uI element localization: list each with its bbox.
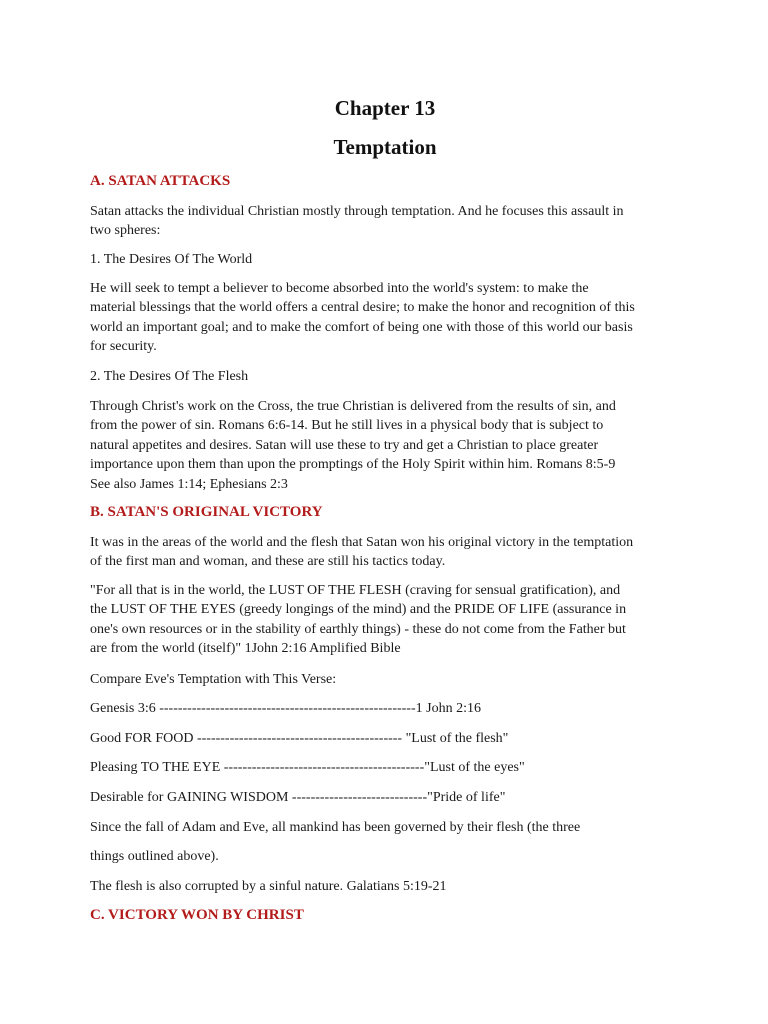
point-1-text: He will seek to tempt a believer to become absorbed into the world's system: to make the material blessings that the world offers a central desire; to make the honor and recognition of this world an important goal; and to make the comfort of being one with those of this world our basis for security.	[90, 281, 635, 355]
section-a-intro: Satan attacks the individual Christian mostly through temptation. And he focuses this assault in two spheres:	[90, 204, 624, 239]
comparison-row: Genesis 3:6 -------------------------------------------------------1 John 2:16	[90, 701, 481, 716]
section-a-heading: A. SATAN ATTACKS	[90, 173, 231, 189]
point-1-title: 1. The Desires Of The World	[90, 252, 253, 267]
comparison-row: Good FOR FOOD -------------------------------------------- "Lust of the flesh"	[90, 731, 509, 746]
section-b-intro: It was in the areas of the world and the flesh that Satan won his original victory in the temptation of the first man and woman, and these are still his tactics today.	[90, 535, 634, 570]
flesh-corrupted-text: The flesh is also corrupted by a sinful nature. Galatians 5:19-21	[90, 879, 447, 894]
chapter-subtitle: Temptation	[333, 135, 437, 159]
amplified-quote: "For all that is in the world, the LUST OF THE FLESH (craving for sensual gratification), and the LUST OF THE EYES (greedy longings of the mind) and the PRIDE OF LIFE (assurance in one's own resources or in the stability of earthly things) - these do not come from the Father but are from the world (itself)" 1John 2:16 Amplified Bible	[90, 583, 627, 657]
section-c-heading: C. VICTORY WON BY CHRIST	[90, 907, 304, 923]
point-2-text: Through Christ's work on the Cross, the true Christian is delivered from the results of sin, and from the power of sin. Romans 6:6-14. But he still lives in a physical body that is subject to natural appetites and desires. Satan will use these to try and get a Christian to place greater importance upon them than upon the promptings of the Holy Spirit within him. Romans 8:5-9 See also James 1:14; Ephesians 2:3	[90, 399, 616, 492]
point-2-title: 2. The Desires Of The Flesh	[90, 369, 249, 384]
section-b-heading: B. SATAN'S ORIGINAL VICTORY	[90, 504, 323, 520]
comparison-row: Pleasing TO THE EYE -------------------------------------------"Lust of the eyes"	[90, 760, 525, 775]
document-page	[90, 0, 690, 1024]
fall-line-2: things outlined above).	[90, 849, 219, 864]
compare-intro: Compare Eve's Temptation with This Verse:	[90, 672, 337, 687]
chapter-title: Chapter 13	[334, 96, 436, 120]
comparison-row: Desirable for GAINING WISDOM -----------------------------"Pride of life"	[90, 790, 506, 805]
fall-line-1: Since the fall of Adam and Eve, all mankind has been governed by their flesh (the three	[90, 820, 581, 835]
